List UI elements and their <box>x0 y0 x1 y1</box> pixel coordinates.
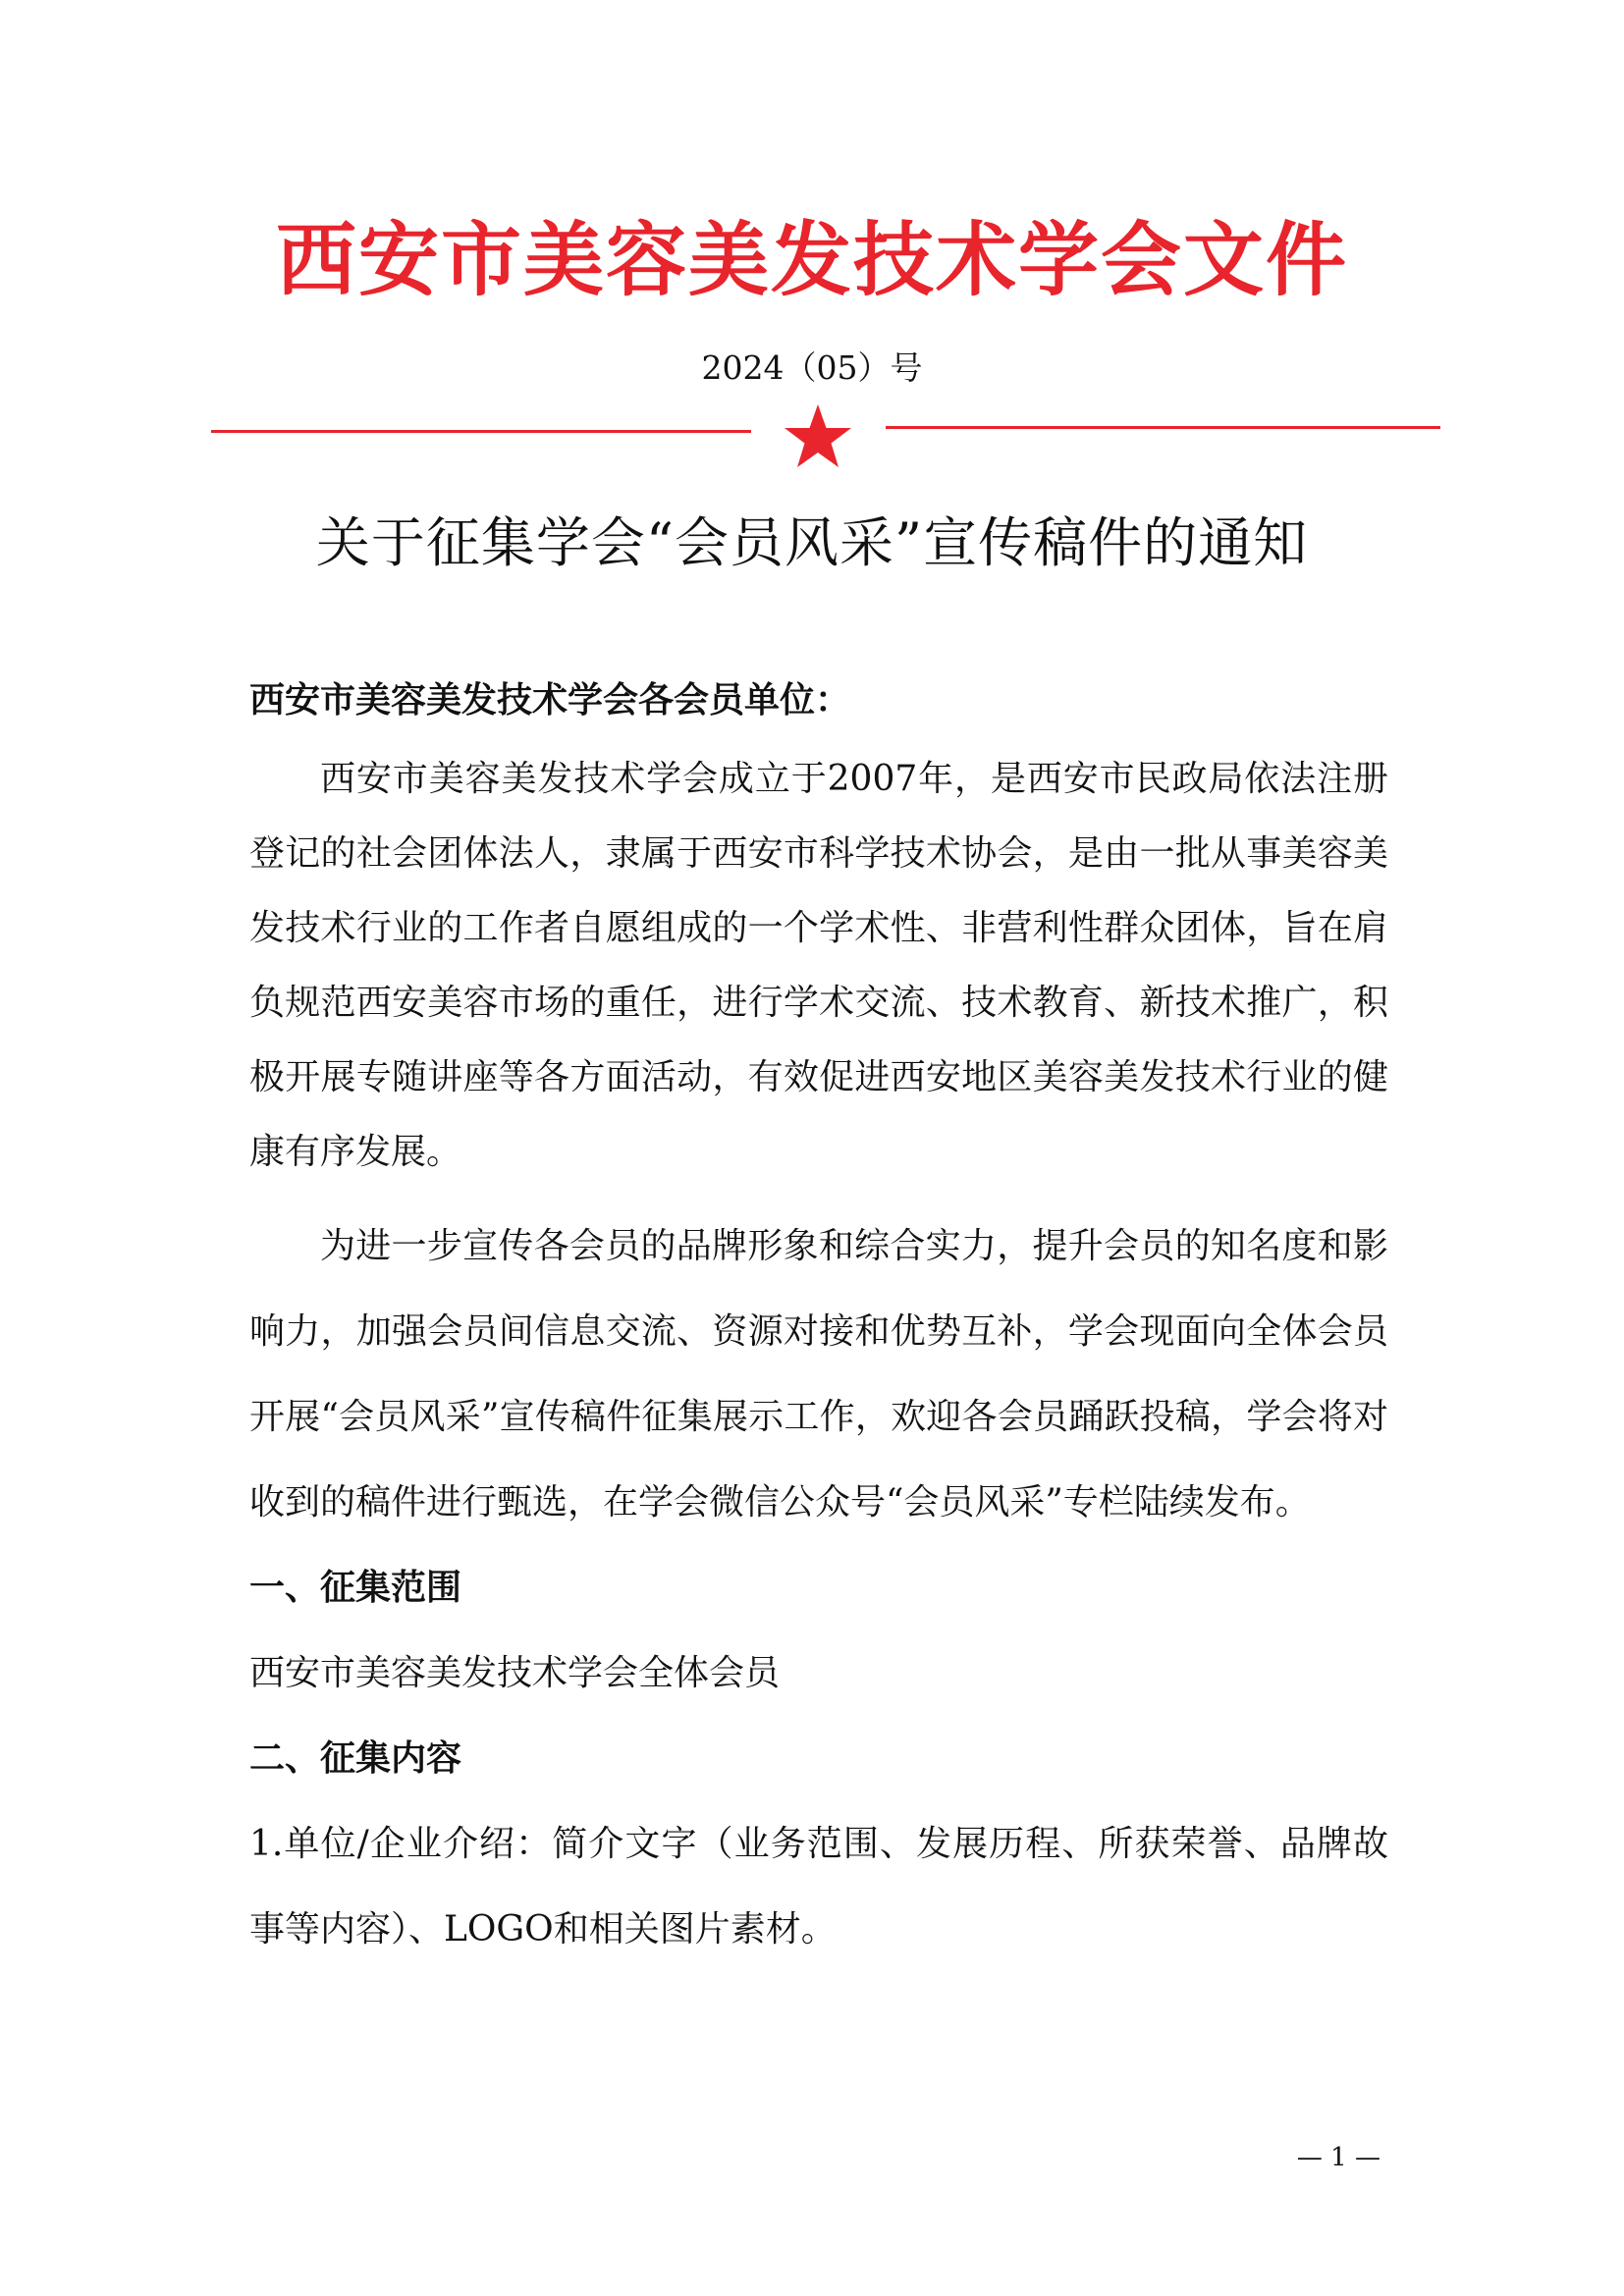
notice-title: 关于征集学会“会员风采”宣传稿件的通知 <box>315 511 1309 574</box>
header-divider-left <box>211 430 751 433</box>
salutation: 西安市美容美发技术学会各会员单位： <box>249 679 851 721</box>
section-text-scope: 西安市美容美发技术学会全体会员 <box>249 1653 781 1693</box>
intro-paragraph: 西安市美容美发技术学会成立于2007年，是西安市民政局依法注册登记的社会团体法人，隶属于西安市科学技术协会，是由一批从事美容美发技术行业的工作者自愿组成的一个学术性、非营利性群众团体，旨在肩负规范西安美容市场的重任，进行学术交流、技术教育、新技术推广，积极开展专随讲座等各方面活动，有效促进西安地区美容美发技术行业的健康有序发展。 <box>249 759 1388 1172</box>
purpose-paragraph: 为进一步宣传各会员的品牌形象和综合实力，提升会员的知名度和影响力，加强会员间信息交流、资源对接和优势互补，学会现面向全体会员开展“会员风采”宣传稿件征集展示工作，欢迎各会员踊跃投稿，学会将对收到的稿件进行甄选，在学会微信公众号“会员风采”专栏陆续发布。 <box>249 1226 1388 1522</box>
notice-body <box>249 663 1388 1972</box>
document-header-title: 西安市美容美发技术学会文件 <box>275 213 1348 307</box>
star-icon <box>783 402 853 471</box>
content-item-1: 1.单位/企业介绍：简介文字（业务范围、发展历程、所获荣誉、品牌故事等内容）、LOGO和相关图片素材。 <box>249 1824 1388 1949</box>
page-number: — 1 — <box>1296 2143 1380 2172</box>
header-divider-right <box>886 426 1440 429</box>
document-number: 2024（05）号 <box>701 348 923 387</box>
section-heading-content: 二、征集内容 <box>249 1737 462 1779</box>
section-heading-scope: 一、征集范围 <box>249 1567 462 1608</box>
